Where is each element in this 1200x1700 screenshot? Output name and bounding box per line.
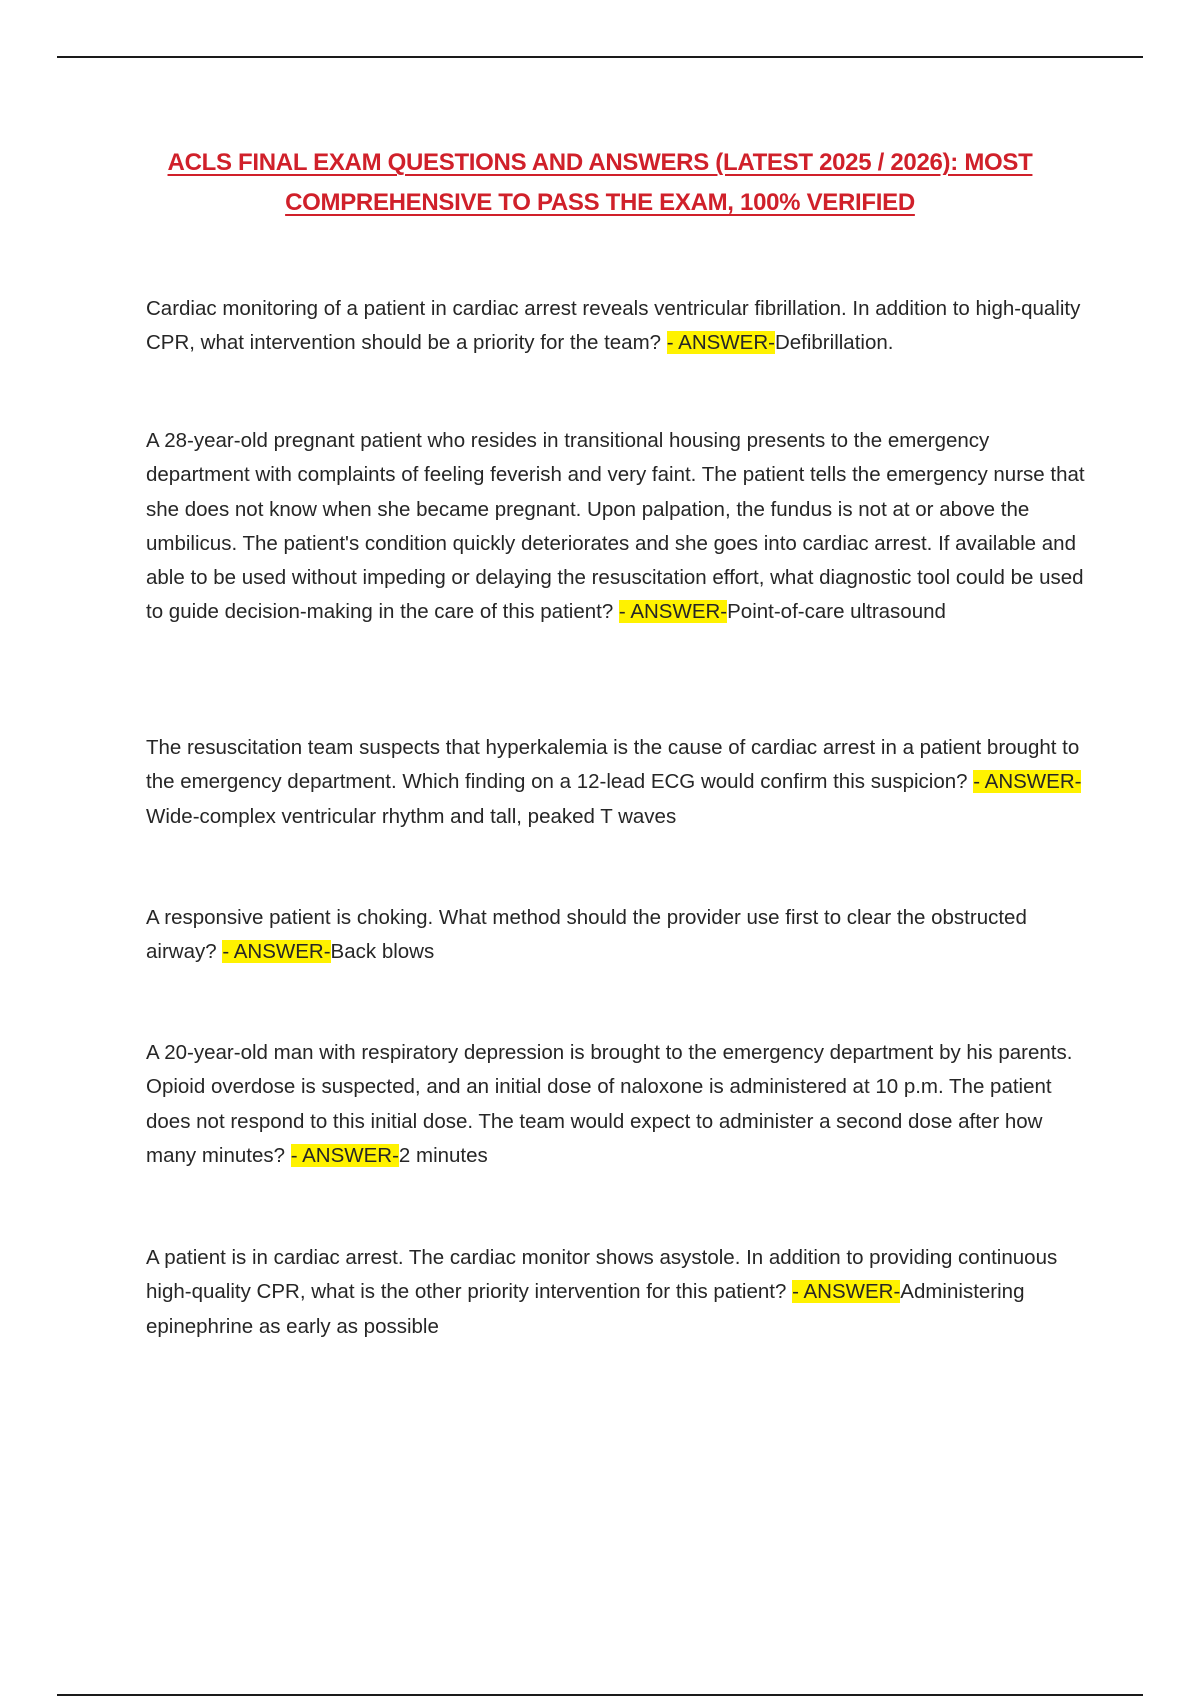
question-text: A 28-year-old pregnant patient who resides in transitional housing presents to the emergency department with complaints of feeling feverish and very faint. The patient tells the emergency nurse that she does not know when she became pregnant. Upon palpation, the fundus is not at or above the umbilicus. The patient's condition quickly deteriorates and she goes into cardiac arrest. If available and able to be used without impeding or delaying the resuscitation effort, what diagnostic tool could be used to guide decision-making in the care of this patient? xyxy=(146,429,1085,624)
question-text: A responsive patient is choking. What method should the provider use first to clear the obstructed airway? xyxy=(146,906,1027,964)
title-line-1: ACLS FINAL EXAM QUESTIONS AND ANSWERS (LATEST 2025 / 2026): MOST xyxy=(167,149,1033,176)
qa-item-5 xyxy=(146,1036,1086,1173)
qa-item-1 xyxy=(146,292,1086,361)
answer-marker: - ANSWER- xyxy=(290,1143,399,1167)
top-rule xyxy=(57,56,1143,58)
answer-marker: - ANSWER- xyxy=(973,770,1082,794)
answer-marker: - ANSWER- xyxy=(666,331,775,355)
answer-text: 2 minutes xyxy=(398,1143,488,1167)
answer-text: Defibrillation. xyxy=(774,331,894,355)
answer-text: Administering epinephrine as early as possible xyxy=(146,1280,1025,1338)
question-text: A patient is in cardiac arrest. The cardiac monitor shows asystole. In addition to providing continuous high-quality CPR, what is the other priority intervention for this patient? xyxy=(146,1246,1058,1304)
qa-item-6 xyxy=(146,1241,1086,1344)
title-line-2: COMPREHENSIVE TO PASS THE EXAM, 100% VERIFIED xyxy=(285,189,915,216)
answer-text: Point-of-care ultrasound xyxy=(727,600,946,624)
answer-text: Back blows xyxy=(330,940,435,964)
answer-marker: - ANSWER- xyxy=(222,940,331,964)
question-text: Cardiac monitoring of a patient in cardiac arrest reveals ventricular fibrillation. In addition to high-quality CPR, what intervention should be a priority for the team? xyxy=(146,297,1081,355)
document-title xyxy=(100,143,1100,223)
answer-marker: - ANSWER- xyxy=(792,1280,901,1304)
answer-marker: - ANSWER- xyxy=(618,600,728,624)
question-text: A 20-year-old man with respiratory depression is brought to the emergency department by his parents. Opioid overdose is suspected, and an initial dose of naloxone is administered at 10 p.m. The patient does not respond to this initial dose. The team would expect to administer a second dose after how many minutes? xyxy=(146,1041,1073,1167)
qa-item-3 xyxy=(146,731,1086,834)
qa-item-4 xyxy=(146,901,1086,970)
question-text: The resuscitation team suspects that hyperkalemia is the cause of cardiac arrest in a patient brought to the emergency department. Which finding on a 12-lead ECG would confirm this suspicion? xyxy=(146,736,1080,794)
bottom-rule xyxy=(57,1694,1143,1696)
qa-item-2 xyxy=(146,424,1086,630)
answer-text: Wide-complex ventricular rhythm and tall, peaked T waves xyxy=(146,804,677,828)
